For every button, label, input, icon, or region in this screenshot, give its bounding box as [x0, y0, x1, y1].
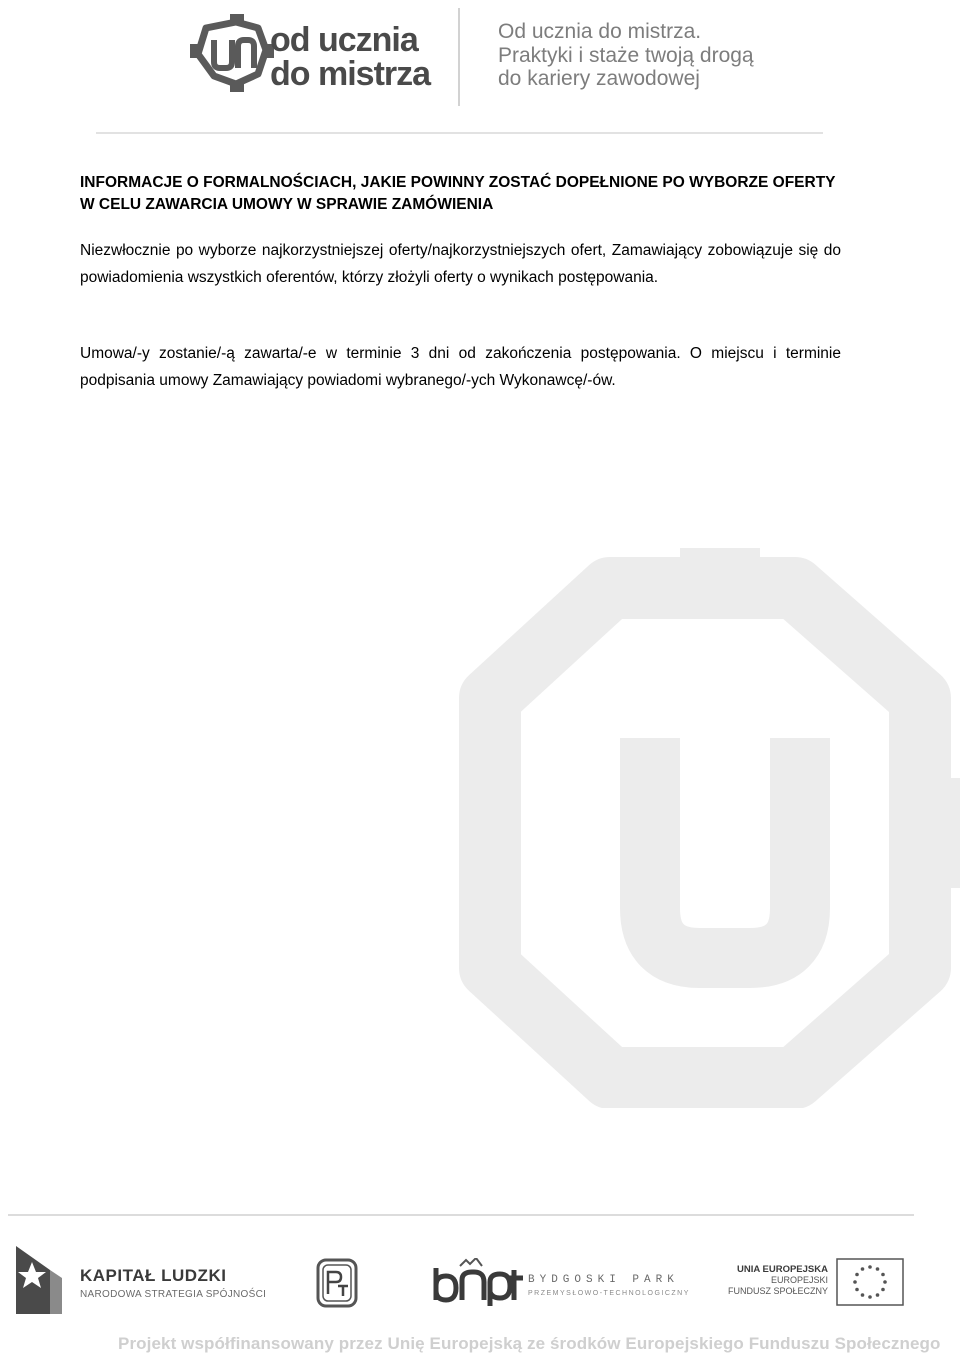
footer-rule: [8, 1214, 914, 1216]
kapital-ludzki-title: KAPITAŁ LUDZKI: [80, 1266, 227, 1285]
eu-star-icon: [881, 1288, 885, 1292]
slogan-line-3: do kariery zawodowej: [498, 67, 700, 90]
bpt-subtitle: PRZEMYSŁOWO-TECHNOLOGICZNY: [528, 1290, 690, 1297]
eu-line-1: UNIA EUROPEJSKA: [737, 1264, 828, 1275]
eu-star-icon: [883, 1280, 887, 1284]
paragraph-notification: Niezwłocznie po wyborze najkorzystniejszej oferty/najkorzystniejszych ofert, Zamawiający zobowiązuje się do powiadomienia wszystkich oferentów, którzy złożyli oferty o wynikach postępowania.: [80, 242, 841, 286]
eu-star-icon: [861, 1267, 865, 1271]
bpt-name: BYDGOSKI PARK: [528, 1274, 679, 1286]
brand-line-1: od ucznia: [270, 21, 418, 59]
kapital-ludzki-subtitle: NARODOWA STRATEGIA SPÓJNOŚCI: [80, 1289, 267, 1300]
document-title-line-1: INFORMACJE O FORMALNOŚCIACH, JAKIE POWINNY ZOSTAĆ DOPEŁNIONE PO WYBORZE OFERTY: [80, 174, 836, 191]
ptc-seal-logo-icon: [314, 1256, 360, 1310]
bpt-logo-icon: [430, 1258, 525, 1306]
eu-line-3: FUNDUSZ SPOŁECZNY: [728, 1286, 829, 1296]
eu-star-icon: [853, 1280, 857, 1284]
eu-star-icon: [881, 1273, 885, 1277]
paragraph-contract: Umowa/-y zostanie/-ą zawarta/-e w terminie 3 dni od zakończenia postępowania. O miejscu i terminie podpisania umowy Zamawiający powiadomi wybranego/-ych Wykonawcę/-ów.: [80, 345, 841, 389]
header-divider: [458, 8, 460, 106]
kapital-ludzki-emblem-icon: [14, 1244, 64, 1316]
eu-star-icon: [868, 1295, 872, 1299]
eu-fund-text: [728, 1264, 828, 1297]
document-title-line-2: W CELU ZAWARCIA UMOWY W SPRAWIE ZAMÓWIENIA: [80, 196, 494, 213]
slogan-line-2: Praktyki i staże twoją drogą: [498, 44, 754, 67]
eu-star-icon: [855, 1288, 859, 1292]
eu-star-icon: [876, 1293, 880, 1297]
brand-line-2: do mistrza: [270, 55, 431, 93]
eu-star-icon: [876, 1267, 880, 1271]
co-financing-caption: Projekt współfinansowany przez Unię Europejską ze środków Europejskiego Funduszu Społecznego: [118, 1334, 941, 1353]
document-title: [80, 172, 841, 216]
eu-star-icon: [855, 1273, 859, 1277]
slogan-line-1: Od ucznia do mistrza.: [498, 20, 702, 43]
gear-watermark-icon: [450, 548, 960, 1108]
eu-flag-icon: [836, 1258, 904, 1306]
eu-line-2: EUROPEJSKI: [770, 1275, 828, 1285]
eu-star-icon: [868, 1265, 872, 1269]
header-rule: [96, 132, 823, 134]
eu-star-icon: [861, 1293, 865, 1297]
